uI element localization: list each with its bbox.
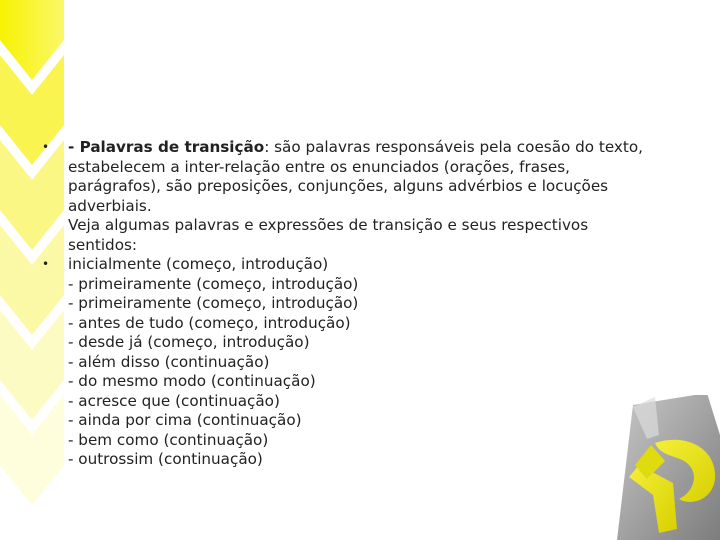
text-line: - acresce que (continuação) [68, 391, 280, 410]
text-line: - desde já (começo, introdução) [68, 333, 310, 351]
bullet-glyph: • [42, 257, 50, 271]
text-line: parágrafos), são preposições, conjunções, alguns advérbios e locuções [68, 177, 609, 195]
text-line: inicialmente (começo, introdução) [68, 255, 329, 273]
bullet-lead-line [68, 138, 682, 158]
text-line: - bem como (continuação) [68, 430, 269, 449]
text-line: adverbiais. [68, 196, 152, 215]
text-line: - ainda por cima (continuação) [68, 411, 302, 429]
text-line: estabelecem a inter-relação entre os enunciados (orações, frases, [68, 157, 570, 176]
bullet-item-transition-words [42, 138, 682, 255]
text-line: - antes de tudo (começo, introdução) [68, 313, 351, 332]
text-line: - do mesmo modo (continuação) [68, 372, 316, 390]
text-line: - primeiramente (começo, introdução) [68, 294, 359, 312]
bullet-list [42, 138, 682, 470]
text-line: - outrossim (continuação) [68, 450, 263, 468]
logo-icon [595, 395, 720, 540]
bullet-glyph: • [42, 140, 50, 154]
text-line: Veja algumas palavras e expressões de transição e seus respectivos [68, 216, 589, 234]
text-line: - primeiramente (começo, introdução) [68, 274, 359, 293]
bullet-lead-rest: : são palavras responsáveis pela coesão do texto, [264, 138, 643, 156]
bullet-lead-bold: - Palavras de transição [68, 138, 265, 156]
bullet-item-examples [42, 255, 682, 470]
text-line: - além disso (continuação) [68, 352, 270, 371]
text-line: sentidos: [68, 235, 138, 254]
